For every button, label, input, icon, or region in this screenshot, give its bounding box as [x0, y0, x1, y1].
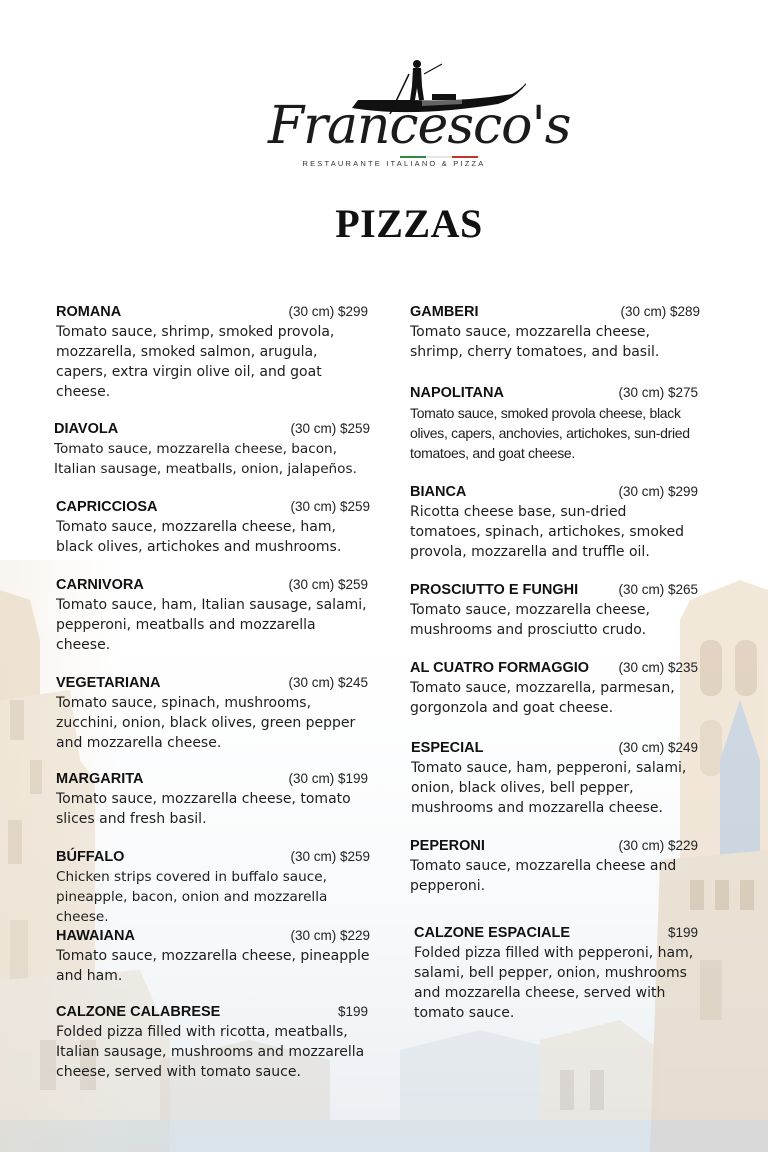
restaurant-logo [262, 56, 571, 176]
item-description: Tomato sauce, shrimp, smoked provola, mozzarella, smoked salmon, arugula, capers, extra virgin olive oil, and goat cheese. [56, 324, 335, 400]
item-price: (30 cm) $299 [618, 484, 698, 499]
item-description: Tomato sauce, mozzarella cheese and pepperoni. [410, 858, 677, 894]
menu-item-napolitana [410, 383, 698, 463]
item-price: (30 cm) $259 [290, 849, 370, 864]
menu-item-especial [411, 738, 698, 818]
menu-item-calzone-espaciale [414, 923, 698, 1023]
item-name: BÚFFALO [56, 849, 125, 865]
item-description: Folded pizza filled with ricotta, meatballs, Italian sausage, mushrooms and mozzarella cheese, served with tomato sauce. [56, 1024, 365, 1080]
item-name: CAPRICCIOSA [56, 499, 158, 515]
item-description: Tomato sauce, spinach, mushrooms, zucchini, onion, black olives, green pepper and mozzarella cheese. [56, 695, 356, 751]
item-name: CALZONE ESPACIALE [414, 925, 571, 941]
item-name: DIAVOLA [54, 421, 119, 437]
item-description: Tomato sauce, smoked provola cheese, black olives, capers, anchovies, artichokes, sun-dried tomatoes, and goat cheese. [410, 405, 690, 461]
menu-item-al-cuatro-formaggio [410, 658, 698, 718]
item-description: Tomato sauce, mozzarella cheese, bacon, Italian sausage, meatballs, onion, jalapeños. [54, 441, 357, 477]
item-name: BIANCA [410, 484, 467, 500]
menu-item-peperoni [410, 836, 698, 896]
item-price: (30 cm) $229 [618, 838, 698, 853]
item-description: Tomato sauce, mozzarella cheese, ham, black olives, artichokes and mushrooms. [56, 519, 342, 555]
menu-item-romana [56, 302, 368, 402]
item-name: PEPERONI [410, 838, 485, 854]
menu-item-diavola [54, 419, 370, 479]
menu-item-hawaiana [56, 926, 370, 986]
page-title: PIZZAS [335, 201, 483, 246]
item-price: (30 cm) $229 [290, 928, 370, 943]
menu-item-buffalo [56, 847, 370, 927]
item-name: ROMANA [56, 304, 122, 320]
menu-item-capricciosa [56, 497, 370, 557]
item-price: (30 cm) $245 [288, 675, 368, 690]
menu-item-calzone-calabrese [56, 1002, 368, 1082]
item-price: (30 cm) $259 [290, 499, 370, 514]
brand-name: Francesco's [268, 96, 571, 156]
item-price: (30 cm) $235 [618, 660, 698, 675]
item-name: HAWAIANA [56, 928, 135, 944]
item-description: Tomato sauce, mozzarella cheese, shrimp, cherry tomatoes, and basil. [410, 324, 660, 360]
menu-item-prosciutto-e-funghi [410, 580, 698, 640]
item-description: Tomato sauce, mozzarella cheese, mushrooms and prosciutto crudo. [410, 602, 650, 638]
item-name: NAPOLITANA [410, 385, 504, 401]
item-name: PROSCIUTTO E FUNGHI [410, 582, 579, 598]
brand-tagline: RESTAURANTE ITALIANO & PIZZA [302, 159, 486, 168]
menu-item-carnivora [56, 575, 368, 655]
item-name: GAMBERI [410, 304, 479, 320]
item-description: Tomato sauce, mozzarella cheese, tomato slices and fresh basil. [56, 791, 351, 827]
item-name: ESPECIAL [411, 740, 484, 756]
item-description: Tomato sauce, mozzarella, parmesan, gorgonzola and goat cheese. [410, 680, 675, 716]
item-description: Tomato sauce, ham, pepperoni, salami, onion, black olives, bell pepper, mushrooms and mozzarella cheese. [411, 760, 687, 816]
item-price: (30 cm) $299 [288, 304, 368, 319]
menu-item-bianca [410, 482, 698, 562]
item-description: Ricotta cheese base, sun-dried tomatoes, spinach, artichokes, smoked provola, mozzarella and truffle oil. [410, 504, 684, 560]
item-price: (30 cm) $259 [290, 421, 370, 436]
item-price: (30 cm) $265 [618, 582, 698, 597]
item-name: AL CUATRO FORMAGGIO [410, 660, 590, 676]
item-name: VEGETARIANA [56, 675, 161, 691]
item-price: (30 cm) $289 [620, 304, 700, 319]
item-description: Folded pizza filled with pepperoni, ham, salami, bell pepper, onion, mushrooms and mozzarella cheese, served with tomato sauce. [414, 945, 694, 1021]
item-name: MARGARITA [56, 771, 144, 787]
item-description: Tomato sauce, ham, Italian sausage, salami, pepperoni, meatballs and mozzarella cheese. [56, 597, 367, 653]
item-price: (30 cm) $249 [618, 740, 698, 755]
item-description: Tomato sauce, mozzarella cheese, pineapple and ham. [56, 948, 370, 984]
item-name: CALZONE CALABRESE [56, 1004, 221, 1020]
menu-item-margarita [56, 769, 368, 829]
item-price: (30 cm) $259 [288, 577, 368, 592]
item-price: $199 [337, 1004, 368, 1019]
item-name: CARNIVORA [56, 577, 144, 593]
item-price: $199 [667, 925, 698, 940]
menu-item-vegetariana [56, 673, 368, 753]
item-price: (30 cm) $199 [288, 771, 368, 786]
item-price: (30 cm) $275 [618, 385, 698, 400]
item-description: Chicken strips covered in buffalo sauce, pineapple, bacon, onion and mozzarella cheese. [56, 869, 328, 925]
menu-item-gamberi [410, 302, 700, 362]
